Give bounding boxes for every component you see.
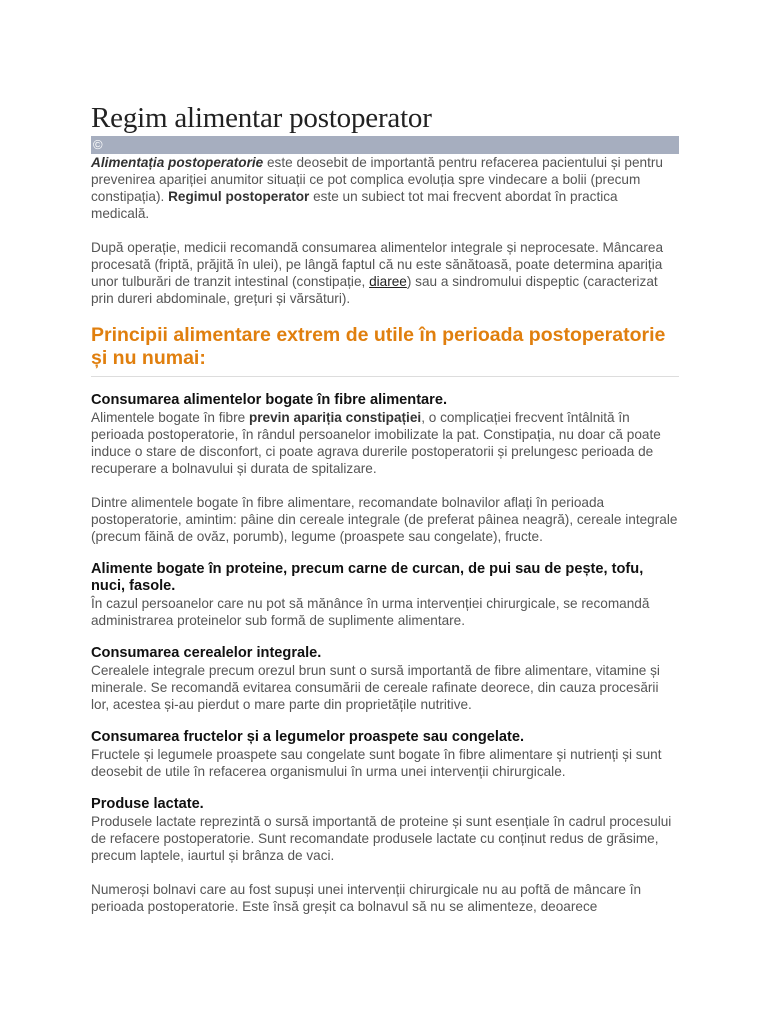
section-lactate xyxy=(91,796,679,915)
section-paragraph: Fructele și legumele proaspete sau congelate sunt bogate în fibre alimentare și nutrienți și sunt deosebit de utile în refacerea organismului în urma unei intervenții chirurgicale. xyxy=(91,747,662,779)
section-proteine xyxy=(91,561,679,629)
section-paragraph: Cerealele integrale precum orezul brun sunt o sursă importantă de fibre alimentare, vitamine și minerale. Se recomandă evitarea consumării de cereale rafinate deorece, din cauza procesării lor, acestea și-au pierdut o mare parte din proprietățile nutritive. xyxy=(91,663,660,712)
bold-term: previn apariția constipației xyxy=(248,410,422,425)
intro-paragraph-1: Alimentația postoperatorie este deosebit de importantă pentru refacerea pacientului și pentru prevenirea apariției anumitor situații ce pot complica evoluția spre vindecare a bolii (precum constipația). Regimul postoperator este un subiect tot mai frecvent abordat în practica medicală. xyxy=(91,155,663,221)
section-title: Produse lactate. xyxy=(91,796,204,812)
section-paragraph: Produsele lactate reprezintă o sursă importantă de proteine și sunt esențiale în cadrul procesului de refacere postoperatorie. Sunt recomandate produsele lactate cu conținut redus de grăsime, precum laptele, iaurtul și brânza de vaci. xyxy=(91,814,672,863)
intro-paragraph-2: După operație, medicii recomandă consumarea alimentelor integrale și neprocesate. Mâncarea procesată (friptă, prăjită în ulei), pe lângă faptul că nu este sănătoasă, poate determina apariția unor tulburări de tranzit intestinal (constipație, diaree) sau a sindromului dispeptic (caracterizat prin dureri abdominale, grețuri și vărsături). xyxy=(91,240,663,306)
intro-bold-term-1: Alimentația postoperatorie xyxy=(91,155,264,170)
section-title: Alimente bogate în proteine, precum carne de curcan, de pui sau de pește, tofu, nuci, fasole. xyxy=(91,561,644,594)
section-paragraph: Alimentele bogate în fibre previn apariția constipației, o complicației frecvent întâlnită în perioada postoperatorie, în rândul persoanelor imobilizate la pat. Constipația, nu doar că poate induce o stare de disconfort, ci poate agrava durerile postoperatorii și prelungesc perioada de recuperare a bolnavului și durata de spitalizare. xyxy=(91,410,661,476)
section-title: Consumarea cerealelor integrale. xyxy=(91,645,322,661)
section-heading: Principii alimentare extrem de utile în perioada postoperatorie și nu numai: xyxy=(91,324,679,377)
section-title: Consumarea fructelor și a legumelor proaspete sau congelate. xyxy=(91,729,525,745)
page-title: Regim alimentar postoperator xyxy=(91,102,432,134)
section-paragraph: În cazul persoanelor care nu pot să mănânce în urma intervenției chirurgicale, se recomandă administrarea proteinelor sub formă de suplimente alimentare. xyxy=(91,596,650,628)
intro-bold-term-2: Regimul postoperator xyxy=(168,189,310,204)
section-fibre xyxy=(91,392,679,545)
section-cereale xyxy=(91,645,679,713)
copyright-icon: © xyxy=(93,137,103,152)
section-paragraph: Numeroși bolnavi care au fost supuși unei intervenții chirurgicale nu au poftă de mâncare în perioada postoperatorie. Este însă greșit ca bolnavul să nu se alimenteze, deoarece xyxy=(91,882,642,914)
section-title: Consumarea alimentelor bogate în fibre alimentare. xyxy=(91,392,448,408)
article xyxy=(91,100,679,915)
copyright-bar xyxy=(91,136,679,154)
section-fructe xyxy=(91,729,679,780)
diaree-link[interactable]: diaree xyxy=(369,274,407,289)
section-paragraph: Dintre alimentele bogate în fibre alimentare, recomandate bolnavilor aflați în perioada postoperatorie, amintim: pâine din cereale integrale (de preferat pâinea neagră), cereale integrale (precum făină de ovăz, porumb), legume (proaspete sau congelate), fructe. xyxy=(91,495,678,544)
